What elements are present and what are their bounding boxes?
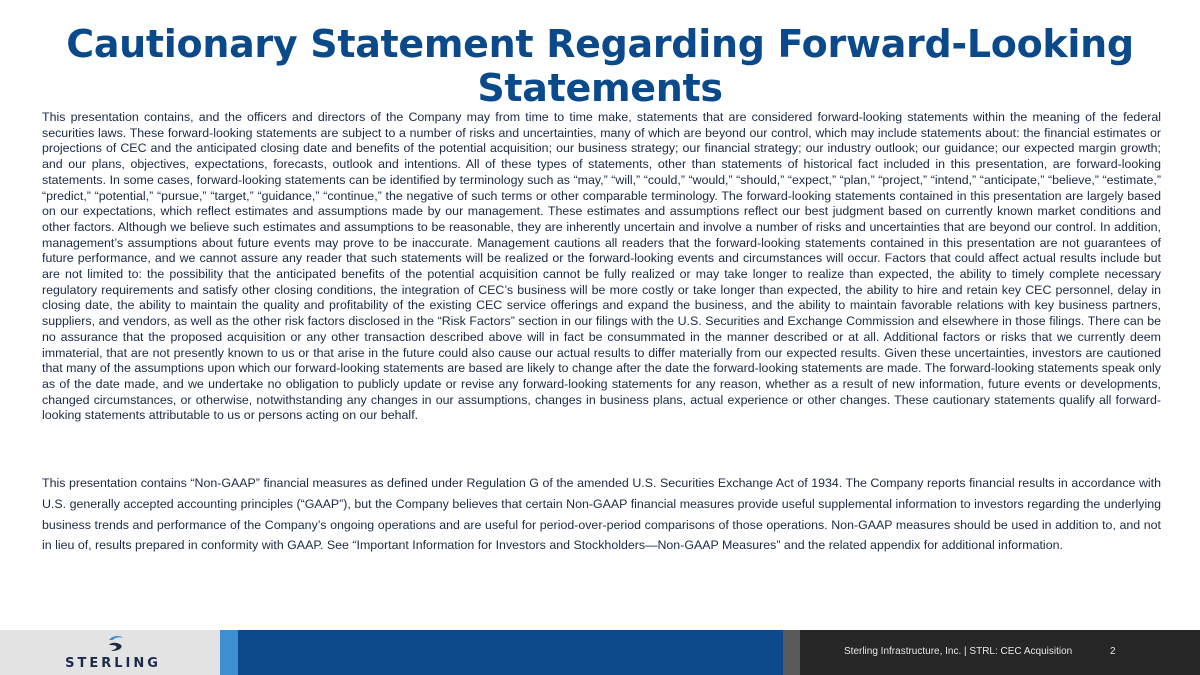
slide-title: Cautionary Statement Regarding Forward-Looking Statements	[66, 22, 1134, 110]
footer-bar	[0, 630, 1200, 675]
footer-accent-dark	[238, 630, 783, 675]
page-number: 2	[1110, 646, 1116, 657]
logo-wordmark: STERLING	[65, 656, 161, 671]
footer-accent-gray	[783, 630, 800, 675]
footer-caption: Sterling Infrastructure, Inc. | STRL: CEC Acquisition	[844, 646, 1073, 657]
sterling-swoosh-icon	[106, 634, 126, 654]
footer-accent-light	[220, 630, 238, 675]
forward-looking-paragraph: This presentation contains, and the officers and directors of the Company may from time to time make, statements that are considered forward-looking statements within the meaning of the federal securities laws. These forward-looking statements are subject to a number of risks and uncertainties, many of which are beyond our control, which may include statements about: the financial estimates or projections of CEC and the anticipated closing date and benefits of the potential acquisition; our business strategy; our financial strategy; our industry outlook; our guidance; our expected margin growth; and our plans, objectives, expectations, forecasts, outlook and intentions. All of these types of statements, other than statements of historical fact included in this presentation, are forward-looking statements. In some cases, forward-looking statements can be identified by terminology such as “may,” “will,” “could,” “would,” “should,” “expect,” “plan,” “project,” “intend,” “anticipate,” “believe,” “estimate,” “predict,” “potential,” “pursue,” “target,” “guidance,” “continue,” the negative of such terms or other comparable terminology. The forward-looking statements contained in this presentation are largely based on our expectations, which reflect estimates and assumptions made by our management. These estimates and assumptions reflect our best judgment based on currently known market conditions and other factors. Although we believe such estimates and assumptions to be reasonable, they are inherently uncertain and involve a number of risks and uncertainties that are beyond our control. In addition, management’s assumptions about future events may prove to be inaccurate. Management cautions all readers that the forward-looking statements contained in this presentation are not guarantees of future performance, and we cannot assure any reader that such statements will be realized or the forward-looking events and circumstances will occur. Factors that could affect actual results include but are not limited to: the possibility that the anticipated benefits of the potential acquisition cannot be fully realized or may take longer to realize than expected, the ability to timely complete necessary regulatory requirements and satisfy other closing conditions, the integration of CEC’s business will be more costly or take longer than expected, the ability to hire and retain key CEC personnel, delay in closing date, the ability to maintain the quality and profitability of the existing CEC service offerings and expand the business, and the ability to maintain favorable relations with key business partners, suppliers, and vendors, as well as the other risk factors disclosed in the “Risk Factors” section in our filings with the U.S. Securities and Exchange Commission and elsewhere in those filings. There can be no assurance that the proposed acquisition or any other transaction described above will in fact be consummated in the manner described or at all. Additional factors or risks that we currently deem immaterial, that are not presently known to us or that arise in the future could also cause our actual results to differ materially from our expected results. Given these uncertainties, investors are cautioned that many of the assumptions upon which our forward-looking statements are based are likely to change after the date the forward-looking statements are made. The forward-looking statements speak only as of the date made, and we undertake no obligation to publicly update or revise any forward-looking statements for any reason, whether as a result of new information, future events or developments, changed circumstances, or otherwise, notwithstanding any changes in our assumptions, changes in business plans, actual experience or other changes. These cautionary statements qualify all forward-looking statements attributable to us or persons acting on our behalf.	[42, 110, 1161, 423]
non-gaap-paragraph: This presentation contains “Non-GAAP” financial measures as defined under Regulation G of the amended U.S. Securities Exchange Act of 1934. The Company reports financial results in accordance with U.S. generally accepted accounting principles (“GAAP”), but the Company believes that certain Non-GAAP financial measures provide useful supplemental information to investors regarding the underlying business trends and performance of the Company’s ongoing operations and are useful for period-over-period comparisons of those operations. Non-GAAP measures should be used in addition to, and not in lieu of, results prepared in conformity with GAAP. See “Important Information for Investors and Stockholders—Non-GAAP Measures” and the related appendix for additional information.	[42, 476, 1161, 553]
sterling-logo	[58, 634, 168, 674]
